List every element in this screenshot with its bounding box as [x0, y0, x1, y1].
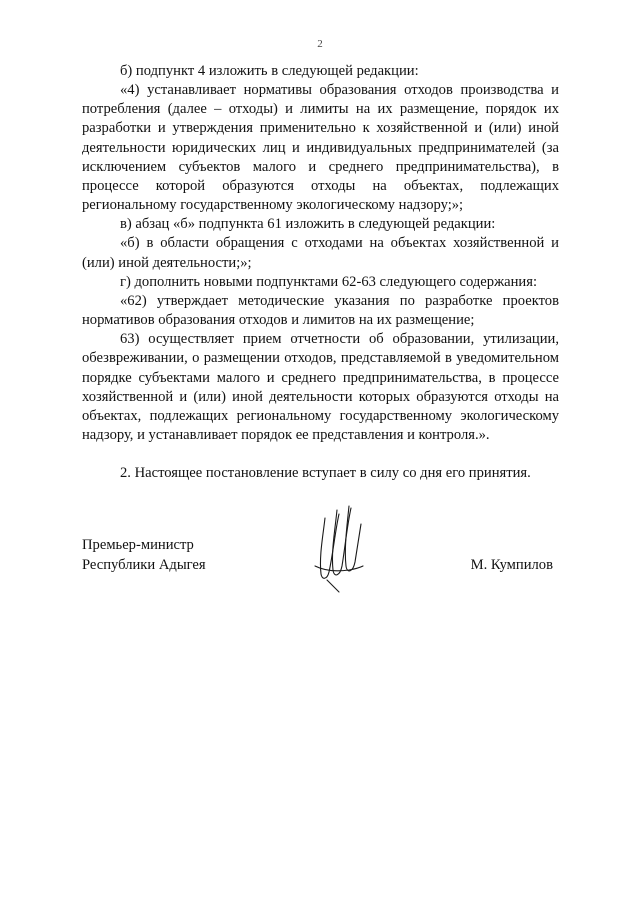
signature-block [82, 536, 559, 606]
paragraph-subitem-61-text: «б) в области обращения с отходами на объектах хозяйственной и (или) иной деятельности;»; [82, 235, 559, 271]
signatory-title-line-1: Премьер-министр [82, 537, 194, 553]
paragraph-entry-into-force: 2. Настоящее постановление вступает в силу со дня его принятия. [120, 465, 531, 482]
signatory-name: М. Кумпилов [470, 556, 553, 573]
page-number: 2 [317, 38, 323, 50]
signatory-title-line-2: Республики Адыгея [82, 556, 206, 573]
paragraph-add-subitems: г) дополнить новыми подпунктами 62-63 следующего содержания: [120, 273, 538, 290]
paragraph-subitem-63-text: 63) осуществляет прием отчетности об образовании, утилизации, обезвреживании, о размещении отходов, представляемой в уведомительном порядке субъектами малого и среднего предпринимательства, в процессе хозяйственной и (или) иной деятельности которых образуются отходы на объектах, подлежащих региональному государственному экологическому надзору, и устанавливает порядок ее представления и контроля.». [82, 331, 559, 443]
paragraph-subitem-62-text: «62) утверждает методические указания по разработке проектов нормативов образования отходов и лимитов на их размещение; [82, 292, 559, 329]
signatory-title [82, 536, 206, 575]
paragraph-subitem-4-text: «4) устанавливает нормативы образования отходов производства и потребления (далее – отходы) и лимиты на их размещение, порядок их разработки и утверждения применительно к хозяйственной и (или) иной деятельности юридических лиц и индивидуальных предпринимателей (за исключением субъектов малого и среднего предпринимательства), в процессе которой образуются отходы на объектах, подлежащих региональному государственному экологическому надзору;»; [82, 82, 559, 214]
paragraph-amend-subitem-4: б) подпункт 4 изложить в следующей редакции: [120, 63, 419, 79]
handwritten-signature [309, 496, 365, 596]
document-body [82, 62, 559, 483]
paragraph-amend-subitem-61: в) абзац «б» подпункта 61 изложить в следующей редакции: [120, 216, 496, 233]
